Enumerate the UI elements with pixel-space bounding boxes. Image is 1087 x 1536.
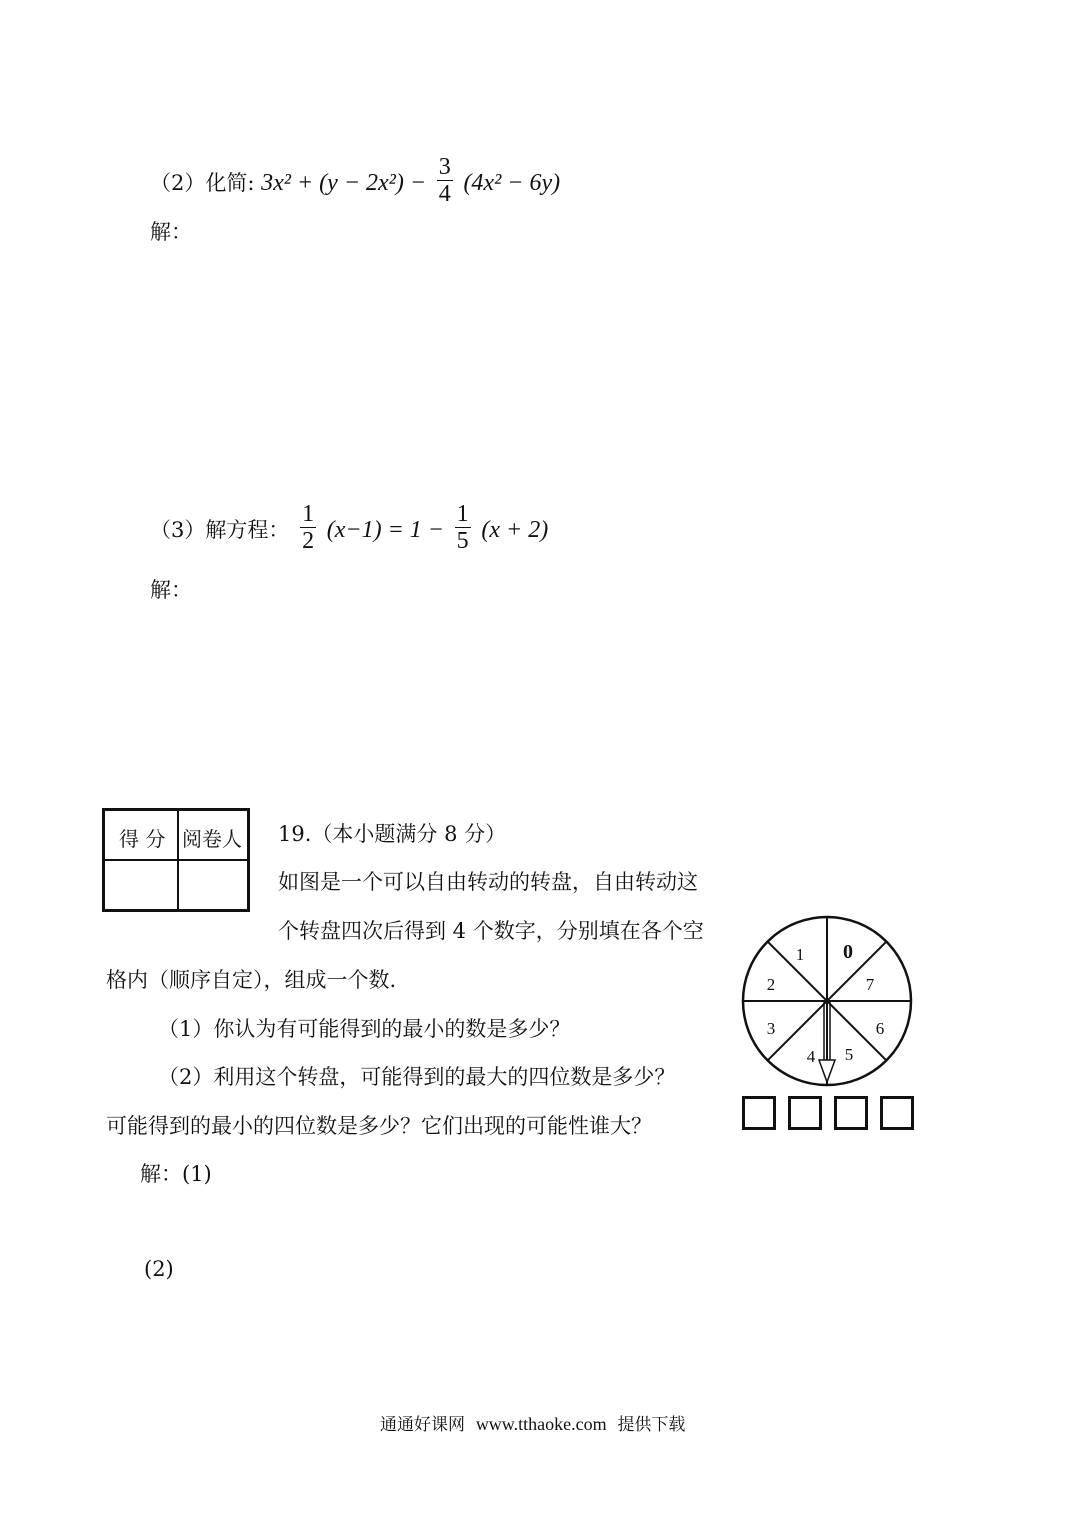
q3-frac1-den: 2 [302,528,315,554]
grader-header: 阅卷人 [182,827,242,851]
q2-label: （2）化简 [150,171,248,195]
q2-colon: : [247,171,255,195]
q19-line-2: 个转盘四次后得到 4 个数字，分别填在各个空 [278,919,704,943]
q19-sub-1: （1）你认为有可能得到的最小的数是多少？ [158,1017,571,1041]
q2-fraction [437,154,453,207]
digit-box-3 [834,1096,868,1130]
q3-expr-end: (x + 2) [481,517,549,543]
q3-fraction-2 [455,501,471,554]
q3-frac1-num: 1 [302,501,315,527]
q19-sub-2-cont: 可能得到的最小的四位数是多少？它们出现的可能性谁大？ [106,1114,652,1138]
q3-frac2-num: 1 [456,501,469,527]
footer-url[interactable]: www.tthaoke.com [475,1414,607,1434]
q3-fraction-1 [300,501,316,554]
q2-solution-label: 解： [150,220,192,244]
spinner-number-0: 0 [843,941,853,963]
digit-box-4 [880,1096,914,1130]
q2-line [150,154,561,211]
footer [380,1410,685,1435]
q3-frac2-den: 5 [456,528,469,554]
spinner-number-2: 2 [766,975,776,994]
score-table [102,808,250,912]
spinner-diagram [738,912,916,1090]
q2-expr-left: 3x² + (y − 2x²) − [261,170,427,196]
score-table-divider-horizontal [105,859,247,861]
digit-box-2 [788,1096,822,1130]
footer-site: 通通好课网 [380,1415,465,1435]
q3-label: （3）解方程： [150,518,290,542]
q19-title: 19.（本小题满分 8 分） [278,822,507,846]
q3-solution-label: 解： [150,578,192,602]
spinner-number-3: 3 [766,1019,776,1038]
digit-box-1 [742,1096,776,1130]
q2-frac-den: 4 [438,181,451,207]
footer-suffix: 提供下载 [617,1415,686,1435]
q19-sub-2: （2）利用这个转盘，可能得到的最大的四位数是多少？ [158,1065,676,1089]
spinner-number-6: 6 [875,1019,885,1038]
q3-line [150,501,549,558]
q19-answer-1: 解：(1) [140,1162,212,1186]
spinner-number-1: 1 [795,945,805,964]
spinner-number-5: 5 [844,1045,854,1064]
q19-line-1: 如图是一个可以自由转动的转盘，自由转动这 [278,870,698,894]
q19-answer-2: (2) [144,1257,174,1281]
score-header: 得 分 [119,827,166,851]
q19-line-3: 格内（顺序自定），组成一个数. [106,968,397,992]
spinner-number-4: 4 [806,1047,816,1066]
q3-expr-mid: (x−1) = 1 − [326,517,444,543]
q2-expr-right: (4x² − 6y) [463,170,561,196]
q2-frac-num: 3 [438,154,451,180]
spinner-number-7: 7 [865,975,875,994]
